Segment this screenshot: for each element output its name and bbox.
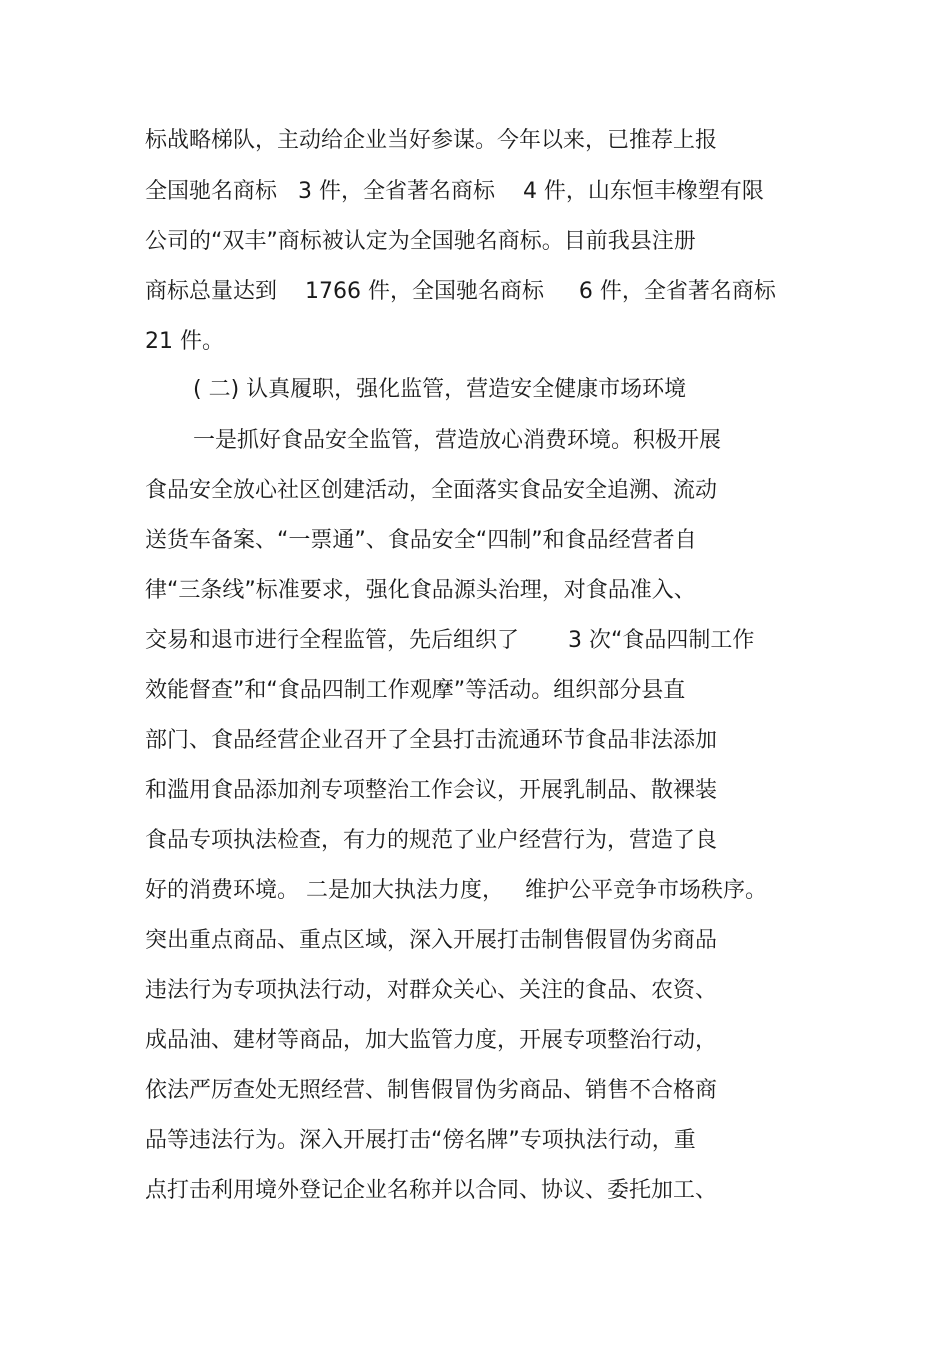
text-line: 21 件。: [145, 329, 224, 354]
text-line: 违法行为专项执法行动，对群众关心、关注的食品、农资、: [145, 978, 718, 1003]
text-line: 一是抓好食品安全监管，营造放心消费环境。积极开展: [193, 428, 722, 453]
text-line: 商标总量达到 1766 件，全国驰名商标 6 件，全省著名商标: [145, 279, 776, 304]
text-line: 交易和退市进行全程监管，先后组织了 3 次“食品四制工作: [145, 628, 755, 653]
text-line: 成品油、建材等商品，加大监管力度，开展专项整治行动，: [145, 1028, 718, 1053]
text-line: 律“三条线”标准要求，强化食品源头治理，对食品准入、: [145, 578, 696, 603]
text-line: 食品专项执法检查，有力的规范了业户经营行为，营造了良: [145, 828, 718, 853]
text-line: 点打击利用境外登记企业名称并以合同、协议、委托加工、: [145, 1178, 718, 1203]
text-line: 效能督查”和“食品四制工作观摩”等活动。组织部分县直: [145, 678, 686, 703]
text-line: 全国驰名商标 3 件，全省著名商标 4 件，山东恒丰橡塑有限: [145, 179, 764, 204]
text-line: 好的消费环境。 二是加大执法力度， 维护公平竞争市场秩序。: [145, 878, 767, 903]
text-line: 和滥用食品添加剂专项整治工作会议，开展乳制品、散裸装: [145, 778, 718, 803]
text-line: 品等违法行为。深入开展打击“傍名牌”专项执法行动，重: [145, 1128, 696, 1153]
text-line: 送货车备案、“一票通”、食品安全“四制”和食品经营者自: [145, 528, 697, 553]
section-heading: ( 二) 认真履职，强化监管，营造安全健康市场环境: [193, 377, 687, 402]
text-line: 部门、食品经营企业召开了全县打击流通环节食品非法添加: [145, 728, 718, 753]
text-line: 标战略梯队，主动给企业当好参谋。今年以来，已推荐上报: [145, 128, 718, 153]
text-line: 突出重点商品、重点区域，深入开展打击制售假冒伪劣商品: [145, 928, 718, 953]
text-line: 公司的“双丰”商标被认定为全国驰名商标。目前我县注册: [145, 229, 696, 254]
text-line: 食品安全放心社区创建活动，全面落实食品安全追溯、流动: [145, 478, 718, 503]
text-line: 依法严厉查处无照经营、制售假冒伪劣商品、销售不合格商: [145, 1078, 718, 1103]
